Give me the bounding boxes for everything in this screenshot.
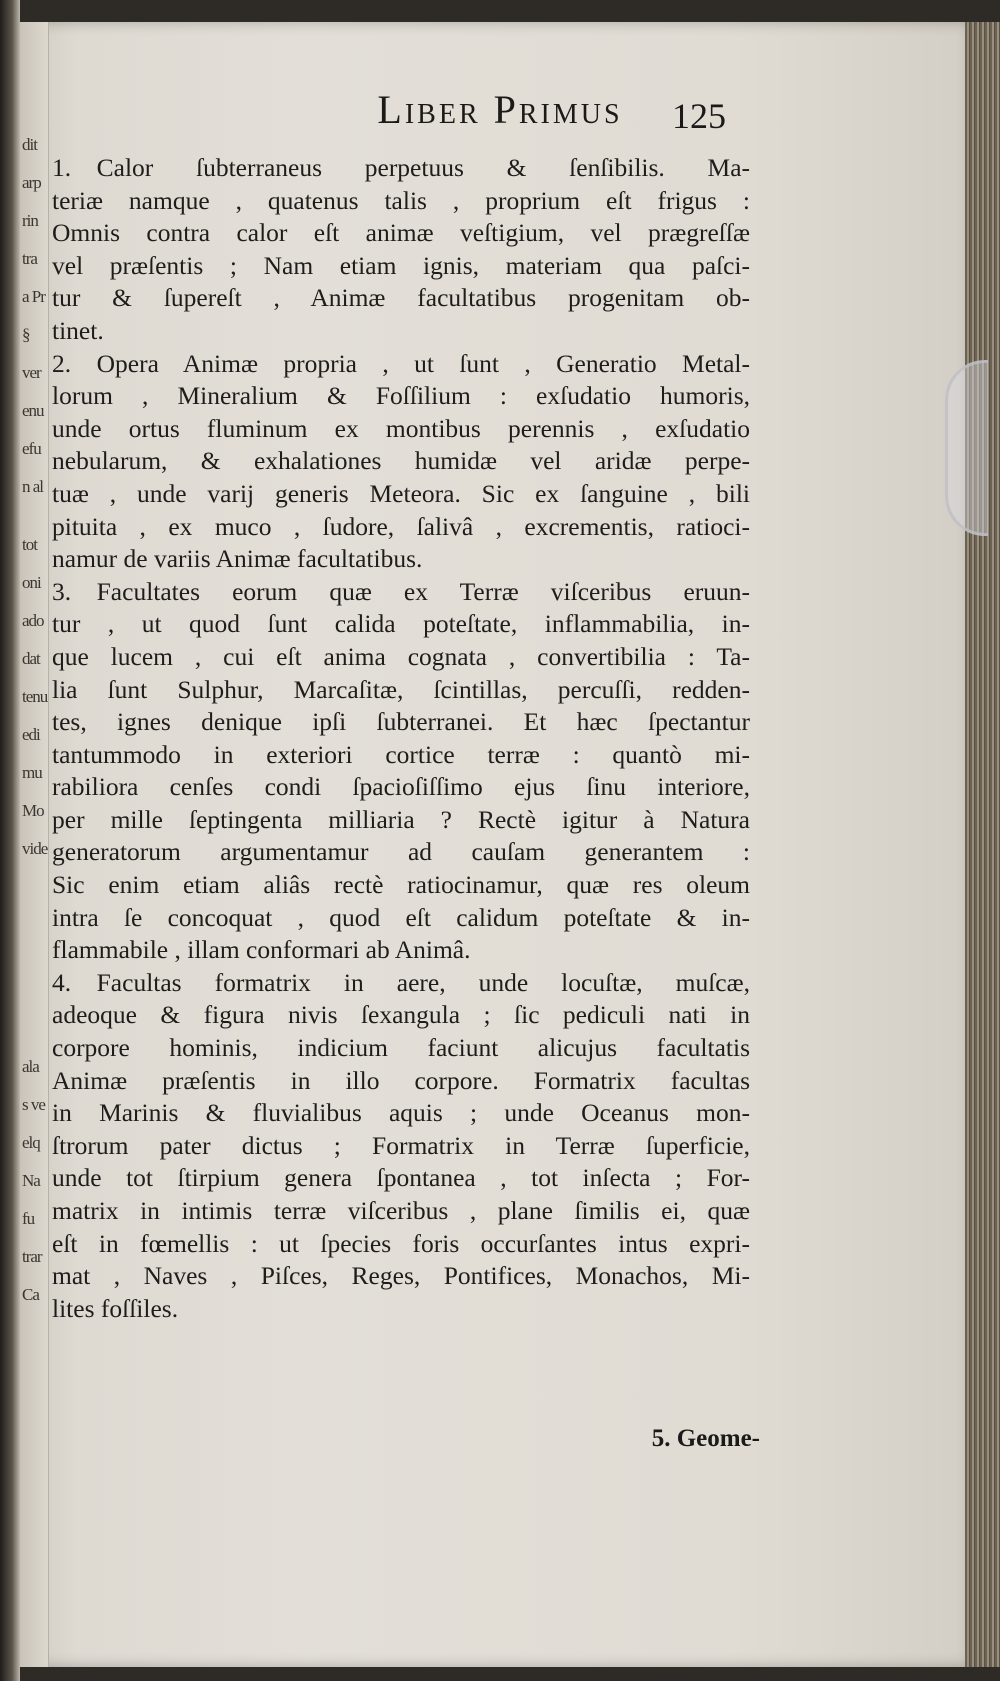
text-line: tur & ſupereſt , Animæ facultatibus progenitam ob- <box>52 283 750 313</box>
text-line: adeoque & figura nivis ſexangula ; ſic pediculi nati in <box>52 1000 750 1030</box>
text-line: ſtrorum pater dictus ; Formatrix in Terræ ſuperficie, <box>52 1130 750 1160</box>
text-line: namur de variis Animæ facultatibus. <box>52 544 423 574</box>
previous-page-fragment: tra <box>22 249 37 268</box>
running-title: Liber Primus <box>377 87 623 132</box>
catchword: 5. Geome- <box>651 1425 760 1452</box>
text-line: tinet. <box>52 315 104 345</box>
text-line: flammabile , illam conformari ab Animâ. <box>52 935 471 965</box>
text-line: Animæ præſentis in illo corpore. Formatrix facultas <box>52 1065 750 1095</box>
paragraph <box>52 152 750 348</box>
previous-page-fragment: Ca <box>22 1285 39 1304</box>
previous-page-fragment: s ve <box>22 1095 45 1114</box>
paragraph-number: 1. <box>52 153 72 182</box>
text-line: rabiliora cenſes condi ſpacioſiſſimo ejus ſinu interiore, <box>52 772 750 802</box>
text-line: 4. Facultas formatrix in aere, unde locuſtæ, muſcæ, <box>52 967 750 997</box>
paragraph <box>52 348 750 576</box>
previous-page-fragment: a Pr <box>22 287 45 306</box>
text-line: corpore hominis, indicium faciunt alicujus facultatis <box>52 1033 750 1063</box>
text-line: eſt in fœmellis : ut ſpecies foris occurſantes intus expri- <box>52 1228 750 1258</box>
previous-page-fragment: tot <box>22 535 37 554</box>
previous-page-fragment: ala <box>22 1057 39 1076</box>
text-line: lorum , Mineralium & Foſſilium : exſudatio humoris, <box>52 381 750 411</box>
text-line: 1. Calor ſubterraneus perpetuus & ſenſibilis. Ma- <box>52 153 750 182</box>
book-gutter-shadow <box>0 0 20 1681</box>
previous-page-fragment: § <box>22 325 30 344</box>
text-line: 2. Opera Animæ propria , ut ſunt , Generatio Metal- <box>52 348 750 378</box>
previous-page-fragment: trar <box>22 1247 42 1266</box>
previous-page-fragment: rin <box>22 211 38 230</box>
page-number: 125 <box>672 96 726 136</box>
previous-page-fragment: arp <box>22 173 41 192</box>
previous-page-fragment: oni <box>22 573 41 592</box>
text-line: per mille ſeptingenta milliaria ? Rectè igitur à Natura <box>52 804 750 834</box>
previous-page-fragment: tenu <box>22 687 48 706</box>
text-line: intra ſe concoquat , quod eſt calidum poteſtate & in- <box>52 902 750 932</box>
previous-page-fragment: ver <box>22 363 41 382</box>
text-line: 3. Facultates eorum quæ ex Terræ viſceribus eruun- <box>52 576 750 606</box>
text-line: lites foſſiles. <box>52 1293 179 1323</box>
text-line: generatorum argumentamur ad cauſam generantem : <box>52 837 750 867</box>
previous-page-fragment: dit <box>22 135 37 154</box>
text-line: Sic enim etiam aliâs rectè ratiocinamur, quæ res oleum <box>52 870 750 900</box>
text-line: unde ortus fluminum ex montibus perennis , exſudatio <box>52 413 750 443</box>
text-line: vel præſentis ; Nam etiam ignis, materiam qua paſci- <box>52 250 750 280</box>
text-line: nebularum, & exhalationes humidæ vel aridæ perpe- <box>52 446 750 476</box>
text-line: lia ſunt Sulphur, Marcaſitæ, ſcintillas, percuſſi, redden- <box>52 674 750 704</box>
previous-page-fragment: fu <box>22 1209 35 1228</box>
previous-page-fragment: dat <box>22 649 40 668</box>
previous-page-fragment: ado <box>22 611 44 630</box>
previous-page-fragment: efu <box>22 439 41 458</box>
text-line: unde tot ſtirpium genera ſpontanea , tot inſecta ; For- <box>52 1163 750 1193</box>
previous-page-fragment: elq <box>22 1133 40 1152</box>
book-fore-edge <box>965 22 1000 1667</box>
page-clip <box>945 360 988 536</box>
paragraph-number: 3. <box>52 576 72 606</box>
previous-page-fragment: Mo <box>22 801 44 820</box>
text-line: tuæ , unde varij generis Meteora. Sic ex ſanguine , bili <box>52 478 750 508</box>
text-line: mat , Naves , Piſces, Reges, Pontifices, Monachos, Mi- <box>52 1261 750 1291</box>
text-line: tantummodo in exteriori cortice terræ : quantò mi- <box>52 739 750 769</box>
previous-page-fragment: Na <box>22 1171 40 1190</box>
paragraph <box>52 576 750 967</box>
previous-page-fragment: mu <box>22 763 42 782</box>
paragraph-number: 4. <box>52 967 72 997</box>
text-line: tur , ut quod ſunt calida poteſtate, inflammabilia, in- <box>52 609 750 639</box>
text-line: teriæ namque , quatenus talis , proprium eſt frigus : <box>52 185 750 215</box>
text-line: matrix in intimis terræ viſceribus , plane ſimilis ei, quæ <box>52 1196 750 1225</box>
paragraph <box>52 967 750 1326</box>
previous-page-fragment: n al <box>22 477 44 496</box>
text-line: tes, ignes denique ipſi ſubterranei. Et hæc ſpectantur <box>52 707 750 737</box>
previous-page-fragment: vide <box>22 839 48 858</box>
text-line: in Marinis & fluvialibus aquis ; unde Oceanus mon- <box>52 1098 750 1128</box>
text-line: Omnis contra calor eſt animæ veſtigium, vel prægreſſæ <box>52 218 750 248</box>
text-line: pituita , ex muco , ſudore, ſalivâ , excrementis, ratioci- <box>52 511 750 541</box>
text-line: que lucem , cui eſt anima cognata , convertibilia : Ta- <box>52 641 750 671</box>
previous-page-fragment: enu <box>22 401 44 420</box>
body-text <box>52 152 750 1325</box>
previous-page-fragment: edi <box>22 725 40 744</box>
paragraph-number: 2. <box>52 348 72 378</box>
